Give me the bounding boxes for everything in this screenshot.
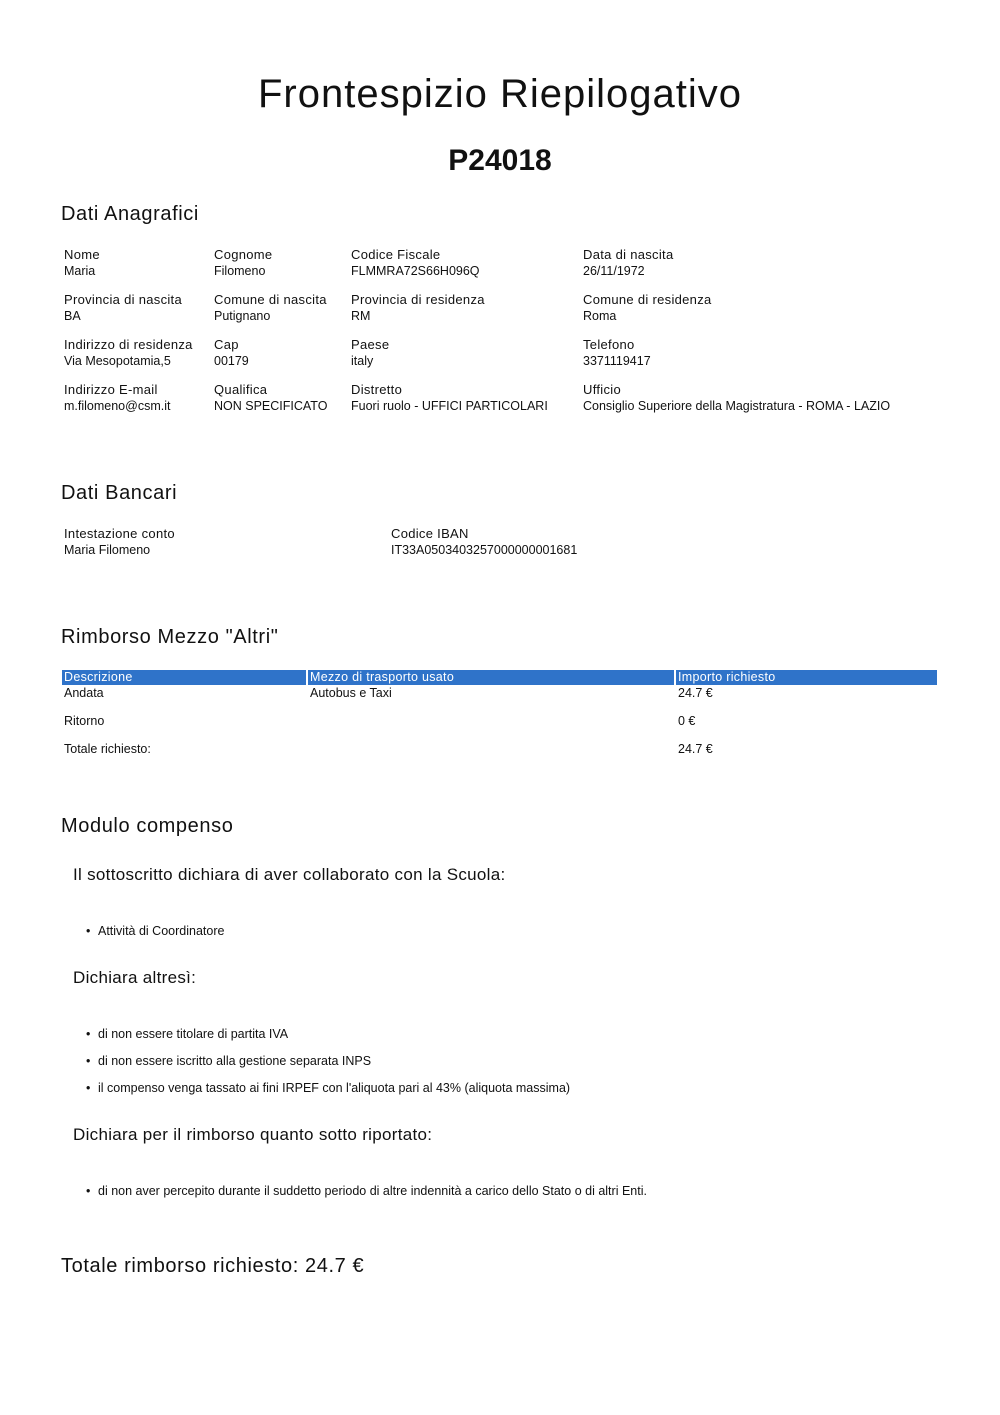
field-label: Indirizzo E-mail <box>64 382 158 397</box>
field-label: Cognome <box>214 247 273 262</box>
table-cell: Andata <box>64 686 104 700</box>
field-ufficio <box>583 381 890 415</box>
field-label: Paese <box>351 337 390 352</box>
field-label: Intestazione conto <box>64 526 175 541</box>
field-label: Data di nascita <box>583 247 674 262</box>
list-item <box>86 1053 371 1070</box>
field-value: italy <box>351 354 374 368</box>
field-label: Cap <box>214 337 239 352</box>
field-cap <box>214 336 249 370</box>
field-label: Distretto <box>351 382 403 397</box>
list-item-text: di non essere titolare di partita IVA <box>98 1027 289 1041</box>
bullet-icon: • <box>86 1027 91 1041</box>
field-email <box>64 381 170 415</box>
field-codice-iban <box>391 525 577 559</box>
field-value: 3371119417 <box>583 354 651 368</box>
list-item <box>86 1183 647 1200</box>
table-cell: 24.7 € <box>678 742 713 756</box>
field-comune-nascita <box>214 291 327 325</box>
field-data-nascita <box>583 246 674 280</box>
field-value: NON SPECIFICATO <box>214 399 328 413</box>
bullet-icon: • <box>86 1184 91 1198</box>
field-value: FLMMRA72S66H096Q <box>351 264 480 278</box>
field-label: Codice Fiscale <box>351 247 441 262</box>
field-label: Codice IBAN <box>391 526 469 541</box>
altresi-heading: Dichiara altresì: <box>73 968 197 987</box>
field-paese <box>351 336 389 370</box>
field-label: Provincia di nascita <box>64 292 182 307</box>
bullet-icon: • <box>86 1054 91 1068</box>
document-code: P24018 <box>448 144 552 177</box>
field-distretto <box>351 381 548 415</box>
field-value: Putignano <box>214 309 271 323</box>
field-indirizzo-residenza <box>64 336 193 370</box>
field-value: BA <box>64 309 81 323</box>
field-intestazione-conto <box>64 525 175 559</box>
field-value: Maria Filomeno <box>64 543 151 557</box>
field-value: 00179 <box>214 354 249 368</box>
list-item-text: di non essere iscritto alla gestione separata INPS <box>98 1054 372 1068</box>
field-codice-fiscale <box>351 246 480 280</box>
field-label: Comune di nascita <box>214 292 327 307</box>
field-label: Nome <box>64 247 100 262</box>
field-qualifica <box>214 381 327 415</box>
field-provincia-nascita <box>64 291 182 325</box>
total-reimbursement: Totale rimborso richiesto: 24.7 € <box>61 1255 365 1277</box>
list-item-text: il compenso venga tassato ai fini IRPEF con l'aliquota pari al 43% (aliquota massima) <box>98 1081 571 1095</box>
field-label: Ufficio <box>583 382 621 397</box>
rimborso-table-header <box>62 670 937 685</box>
field-value: Fuori ruolo - UFFICI PARTICOLARI <box>351 399 548 413</box>
table-cell: 24.7 € <box>678 686 713 700</box>
bullet-icon: • <box>86 1081 91 1095</box>
field-value: m.filomeno@csm.it <box>64 399 171 413</box>
table-cell: Autobus e Taxi <box>310 686 392 700</box>
column-header-descrizione: Descrizione <box>62 670 308 685</box>
field-cognome <box>214 246 272 280</box>
field-value: Via Mesopotamia,5 <box>64 354 171 368</box>
section-title-compenso: Modulo compenso <box>61 815 234 837</box>
rimborso-heading: Dichiara per il rimborso quanto sotto riportato: <box>73 1125 433 1144</box>
list-item-text: Attività di Coordinatore <box>98 924 225 938</box>
field-label: Telefono <box>583 337 635 352</box>
list-item <box>86 923 224 940</box>
table-cell: 0 € <box>678 714 696 728</box>
section-title-rimborso: Rimborso Mezzo "Altri" <box>61 626 279 648</box>
field-value: Consiglio Superiore della Magistratura - ROMA - LAZIO <box>583 399 891 413</box>
column-header-mezzo: Mezzo di trasporto usato <box>308 670 676 685</box>
field-value: RM <box>351 309 371 323</box>
field-value: Maria <box>64 264 96 278</box>
field-label: Qualifica <box>214 382 268 397</box>
document-title: Frontespizio Riepilogativo <box>257 72 742 116</box>
field-value: Filomeno <box>214 264 266 278</box>
table-cell: Totale richiesto: <box>64 742 151 756</box>
section-title-anagrafica: Dati Anagrafici <box>61 203 199 225</box>
field-label: Indirizzo di residenza <box>64 337 193 352</box>
field-telefono <box>583 336 651 370</box>
field-provincia-residenza <box>351 291 485 325</box>
field-value: 26/11/1972 <box>583 264 645 278</box>
column-header-importo: Importo richiesto <box>676 670 937 685</box>
field-value: IT33A0503403257000000001681 <box>391 543 578 557</box>
list-item <box>86 1080 570 1097</box>
section-title-bancari: Dati Bancari <box>61 482 178 504</box>
field-label: Comune di residenza <box>583 292 712 307</box>
field-value: Roma <box>583 309 617 323</box>
list-item-text: di non aver percepito durante il suddetto periodo di altre indennità a carico dello Stato o di altri Enti. <box>98 1184 647 1198</box>
bullet-icon: • <box>86 924 91 938</box>
field-nome <box>64 246 100 280</box>
collab-heading: Il sottoscritto dichiara di aver collaborato con la Scuola: <box>73 865 506 884</box>
table-cell: Ritorno <box>64 714 105 728</box>
list-item <box>86 1026 288 1043</box>
field-label: Provincia di residenza <box>351 292 485 307</box>
field-comune-residenza <box>583 291 712 325</box>
